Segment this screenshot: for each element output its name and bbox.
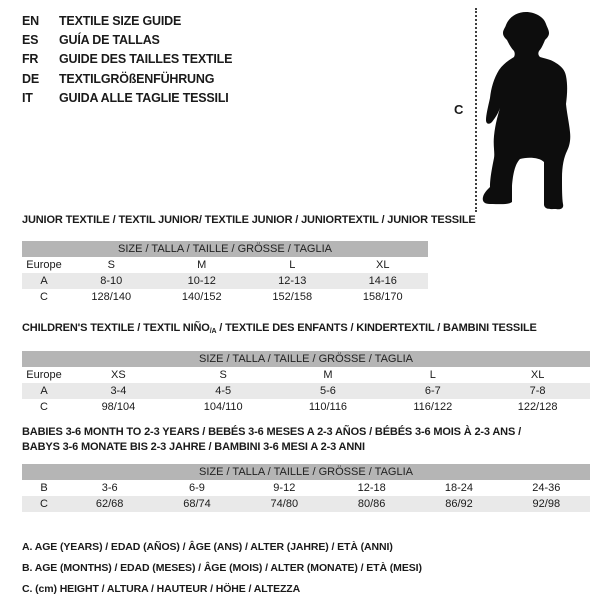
section-title-line2: BABYS 3-6 MONATE BIS 2-3 JAHRE / BAMBINI 3-6 MESI A 2-3 ANNI — [22, 441, 365, 453]
language-header — [22, 12, 232, 108]
height-measure-label: C — [454, 102, 464, 117]
cell: XL — [376, 259, 390, 271]
cell: 152/158 — [272, 291, 313, 303]
section-childrens-textile — [22, 321, 590, 415]
cell: XS — [111, 369, 126, 381]
cell: 4-5 — [171, 383, 276, 399]
lang-row-de — [22, 70, 232, 89]
cell: M — [323, 369, 333, 381]
row-label: C — [40, 291, 48, 303]
cell: 9-12 — [273, 482, 296, 494]
row-label: A — [22, 273, 66, 289]
cell: 10-12 — [157, 273, 248, 289]
cell: 7-8 — [485, 383, 590, 399]
lang-row-it — [22, 89, 232, 108]
section-title: JUNIOR TEXTILE / TEXTIL JUNIOR/ TEXTILE JUNIOR / JUNIORTEXTIL / JUNIOR TESSILE — [22, 214, 476, 226]
height-measure-line — [475, 8, 477, 212]
note-age-years: A. AGE (YEARS) / EDAD (AÑOS) / ÂGE (ANS) / ALTER (JAHRE) / ETÀ (ANNI) — [22, 541, 393, 553]
cell: S — [219, 369, 227, 381]
cell: 128/140 — [91, 291, 132, 303]
section-title — [22, 321, 590, 339]
cell: 3-6 — [101, 482, 118, 494]
lang-row-fr — [22, 50, 232, 69]
height-measure-figure — [452, 6, 597, 218]
size-header-row — [22, 464, 590, 480]
cell: 3-4 — [66, 383, 171, 399]
lang-code: IT — [22, 90, 33, 105]
size-header: SIZE / TALLA / TAILLE / GRÖSSE / TAGLIA — [22, 241, 428, 257]
cell: M — [197, 259, 207, 271]
cell: 8-10 — [66, 273, 157, 289]
section-junior-textile — [22, 213, 476, 305]
children-size-table — [22, 351, 590, 415]
table-row — [22, 399, 590, 415]
cell: 86/92 — [415, 496, 502, 512]
cell: 62/68 — [66, 496, 153, 512]
lang-label: GUÍA DE TALLAS — [59, 33, 160, 48]
cell: XL — [530, 369, 545, 381]
cell: 5-6 — [276, 383, 381, 399]
section-title-line1: BABIES 3-6 MONTH TO 2-3 YEARS / BEBÉS 3-6 MESES A 2-3 AÑOS / BÉBÉS 3-6 MOIS À 2-3 ANS / — [22, 426, 521, 438]
lang-code: ES — [22, 33, 39, 48]
cell: 6-9 — [189, 482, 205, 494]
row-label: B — [40, 482, 48, 494]
cell: 24-36 — [532, 482, 561, 494]
cell: 104/110 — [203, 401, 243, 413]
table-row — [22, 289, 428, 305]
cell: 12-18 — [357, 482, 386, 494]
row-label: A — [22, 383, 66, 399]
cell: 18-24 — [444, 482, 474, 494]
size-header-row — [22, 351, 590, 367]
cell: L — [289, 259, 296, 271]
size-header: SIZE / TALLA / TAILLE / GRÖSSE / TAGLIA — [22, 351, 590, 367]
cell: 98/104 — [101, 401, 136, 413]
cell: 74/80 — [241, 496, 328, 512]
legend-notes — [22, 537, 422, 600]
babies-size-table — [22, 464, 590, 512]
lang-row-en — [22, 12, 232, 31]
cell: 12-13 — [247, 273, 338, 289]
section-babies-textile — [22, 425, 590, 512]
size-header: SIZE / TALLA / TAILLE / GRÖSSE / TAGLIA — [22, 464, 590, 480]
title-text: / TEXTILE DES ENFANTS / KINDERTEXTIL / BAMBINI TESSILE — [216, 322, 537, 334]
title-text: CHILDREN'S TEXTILE / TEXTIL NIÑO — [22, 322, 210, 334]
cell: 110/116 — [308, 401, 348, 413]
table-row — [22, 257, 428, 273]
cell: 116/122 — [413, 401, 453, 413]
lang-code: DE — [22, 71, 39, 86]
cell: 6-7 — [380, 383, 485, 399]
cell: 158/170 — [362, 291, 403, 303]
lang-code: FR — [22, 52, 39, 67]
table-row — [22, 496, 590, 512]
lang-label: TEXTILE SIZE GUIDE — [59, 14, 182, 28]
note-age-months: B. AGE (MONTHS) / EDAD (MESES) / ÂGE (MOIS) / ALTER (MONATE) / ETÀ (MESI) — [22, 562, 422, 574]
title-subscript: /A — [209, 328, 217, 335]
table-row — [22, 367, 590, 383]
lang-label: TEXTILGRÖßENFÜHRUNG — [59, 71, 215, 86]
cell: 80/86 — [328, 496, 415, 512]
junior-size-table — [22, 241, 428, 305]
size-header-row — [22, 241, 428, 257]
table-row — [22, 273, 428, 289]
cell: S — [107, 259, 115, 271]
row-label: Europe — [26, 259, 62, 271]
table-row — [22, 480, 590, 496]
row-label: C — [22, 496, 66, 512]
lang-row-es — [22, 31, 232, 50]
table-row — [22, 383, 590, 399]
cell: 92/98 — [503, 496, 590, 512]
lang-code: EN — [22, 14, 39, 28]
lang-label: GUIDE DES TAILLES TEXTILE — [59, 52, 233, 67]
cell: L — [429, 369, 436, 381]
row-label: C — [40, 401, 48, 413]
cell: 122/128 — [517, 401, 558, 413]
cell: 68/74 — [153, 496, 240, 512]
row-label: Europe — [26, 369, 62, 381]
note-height: C. (cm) HEIGHT / ALTURA / HAUTEUR / HÖHE / ALTEZZA — [22, 583, 301, 595]
cell: 140/152 — [181, 291, 222, 303]
cell: 14-16 — [338, 273, 429, 289]
lang-label: GUIDA ALLE TAGLIE TESSILI — [59, 90, 229, 105]
toddler-silhouette-icon — [482, 8, 590, 212]
